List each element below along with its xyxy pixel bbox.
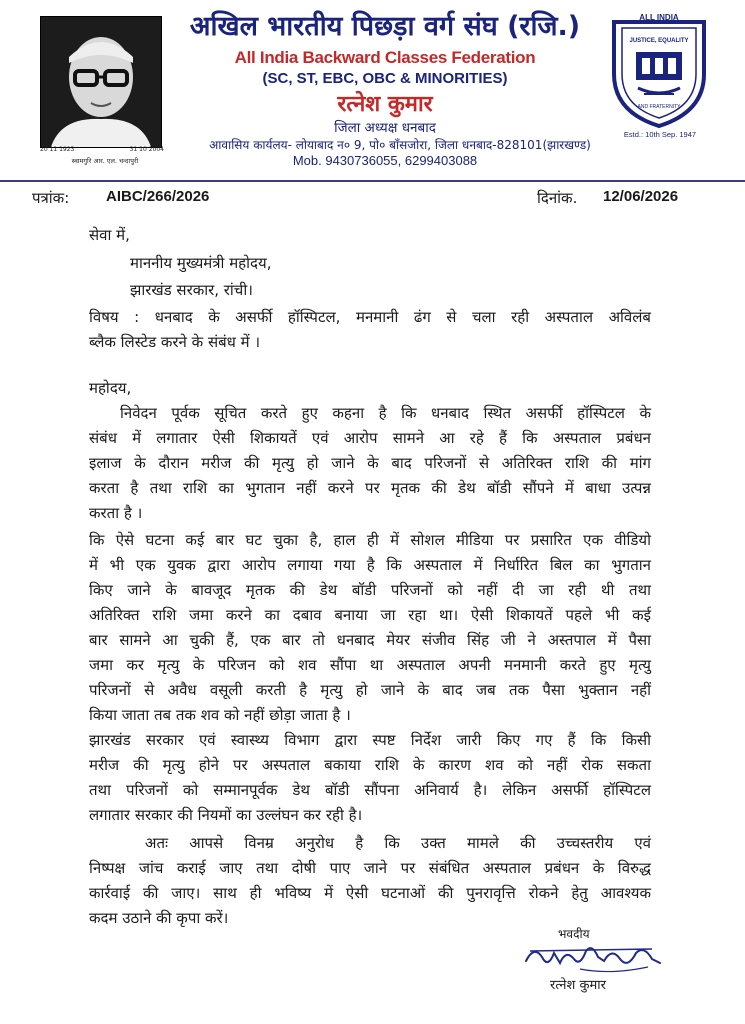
salutation: महोदय, — [89, 379, 132, 397]
header-divider — [0, 180, 745, 182]
body-line: लगातार सरकार की नियमों का उल्लंघन कर रही है। — [89, 806, 363, 824]
svg-text:JUSTICE, EQUALITY: JUSTICE, EQUALITY — [629, 38, 689, 44]
body-line: कदम उठाने की कृपा करें। — [89, 909, 229, 927]
body-line: करता है तथा राशि का भुगतान नहीं करने पर मृतक की डेथ बॉडी सौंपने में बाधा उत्पन्न — [89, 479, 651, 497]
closing: भवदीय — [558, 927, 590, 941]
addressee-line-2: झारखंड सरकार, रांची। — [130, 281, 253, 299]
body-line: परिजनों से अवैध वसूली करती है मृत्यु हो जाने के बाद जब तक पैसा भुक्तान नहीं — [89, 681, 651, 699]
addressee-line-1: माननीय मुख्यमंत्री महोदय, — [130, 254, 272, 272]
body-line: बार सामने आ चुकी हैं, एक बार तो धनबाद मेयर संजीव सिंह जी ने अस्तपाल में पैसा — [89, 631, 651, 649]
photo-date-right: 31 10 2004 — [129, 146, 164, 153]
founder-photo — [40, 16, 162, 148]
photo-dates — [40, 146, 164, 153]
body-line: किया जाता तब तक शव को नहीं छोड़ा जाता है । — [89, 706, 351, 724]
body-line: किए जाने के बावजूद मृतक की डेथ बॉडी परिजनों को नहीं दी जा रही थी तथा — [89, 581, 651, 599]
established-date: Estd.: 10th Sep. 1947 — [623, 130, 697, 139]
body-line: निष्पक्ष जांच कराई जाए तथा दोषी पाए जाने पर संबंधित अस्पताल प्रबंधन के विरुद्ध — [89, 859, 651, 877]
organization-name-hindi: अखिल भारतीय पिछड़ा वर्ग संघ (रजि.) — [189, 11, 581, 42]
body-line: मरीज की मृत्यु होने पर अस्पताल बकाया राशि के कारण शव को नहीं रोक सकता — [89, 756, 651, 774]
body-line: संबंध में लगातार ऐसी शिकायतें एवं आरोप सामने आ रहे हैं कि अस्पताल प्रबंधन — [89, 429, 651, 447]
letterhead — [0, 0, 745, 186]
svg-text:AND FRATERNITY: AND FRATERNITY — [637, 104, 681, 110]
photo-caption: स्वामगुरि आर. एल. चन्दापुरी — [71, 157, 139, 165]
body-line: निवेदन पूर्वक सूचित करते हुए कहना है कि धनबाद स्थित असर्फी हॉस्पिटल के — [120, 404, 651, 422]
mobile-numbers: Mob. 9430736055, 6299403088 — [292, 153, 478, 168]
reference-label: पत्रांक: — [32, 189, 70, 207]
body-line: अतिरिक्त राशि जमा करने का दबाव बनाया जा रहा था। ऐसी शिकायतें पहले भी कई — [89, 606, 651, 624]
body-line: में भी एक युवक द्वारा आरोप लगाया गया है कि अस्पताल में निर्धारित बिल का भुगतान — [89, 556, 651, 574]
reference-line — [0, 186, 745, 210]
signatory-name: रत्नेश कुमार — [550, 978, 606, 993]
to-line: सेवा में, — [89, 226, 130, 244]
leader-post: जिला अध्यक्ष धनबाद — [334, 120, 436, 136]
photo-date-left: 20 11 1923 — [40, 146, 75, 153]
leader-name: रत्नेश कुमार — [337, 92, 433, 117]
signature-block — [520, 925, 680, 1020]
body-line: झारखंड सरकार एवं स्वास्थ्य विभाग द्वारा स्पष्ट निर्देश जारी किए गए हैं कि किसी — [89, 731, 651, 749]
reference-number: AIBC/266/2026 — [106, 188, 210, 205]
svg-text:ALL INDIA: ALL INDIA — [639, 14, 679, 22]
office-address: आवासिय कार्यलय- लोयाबाद न० 9, पो० बाँसजोरा, जिला धनबाद-828101(झारखण्ड) — [209, 138, 591, 152]
body-line: इलाज के दौरान मरीज की मृत्यु हो जाने के बाद परिजनों से अतिरिक्त राशि की मांग — [89, 454, 651, 472]
federation-emblem-icon — [604, 14, 714, 130]
subject-line-2: ब्लैक लिस्टेड करने के संबंध में । — [89, 333, 261, 351]
letter-date: 12/06/2026 — [603, 188, 679, 205]
body-line: कार्रवाई की जाए। साथ ही भविष्य में ऐसी घटनाओं की पुनरावृत्ति रोकने हेतु आवश्यक — [89, 884, 651, 902]
handwritten-signature — [520, 939, 670, 979]
body-line: तथा परिजनों को सम्मानपूर्वक डेथ बॉडी सौंपना अनिवार्य है। लेकिन असर्फी हॉस्पिटल — [89, 781, 651, 799]
organization-name-english: All India Backward Classes Federation — [234, 48, 536, 67]
date-label: दिनांक. — [537, 189, 578, 207]
body-line: करता है । — [89, 504, 143, 522]
body-line: अतः आपसे विनम्र अनुरोध है कि उक्त मामले की उच्चस्तरीय एवं — [145, 834, 651, 852]
body-line: कि ऐसे घटना कई बार घट चुका है, हाल ही में सोशल मीडिया पर प्रसारित एक वीडियो — [89, 531, 651, 549]
subject-line-1: विषय : धनबाद के असर्फी हॉस्पिटल, मनमानी ढंग से चला रही अस्पताल अविलंब — [89, 308, 651, 326]
body-line: जमा कर मृत्यु के परिजन को शव सौंपा था अस्पताल अपनी मनमानी करते हुए मृत्यु — [89, 656, 651, 674]
organization-subtitle: (SC, ST, EBC, OBC & MINORITIES) — [262, 70, 508, 87]
